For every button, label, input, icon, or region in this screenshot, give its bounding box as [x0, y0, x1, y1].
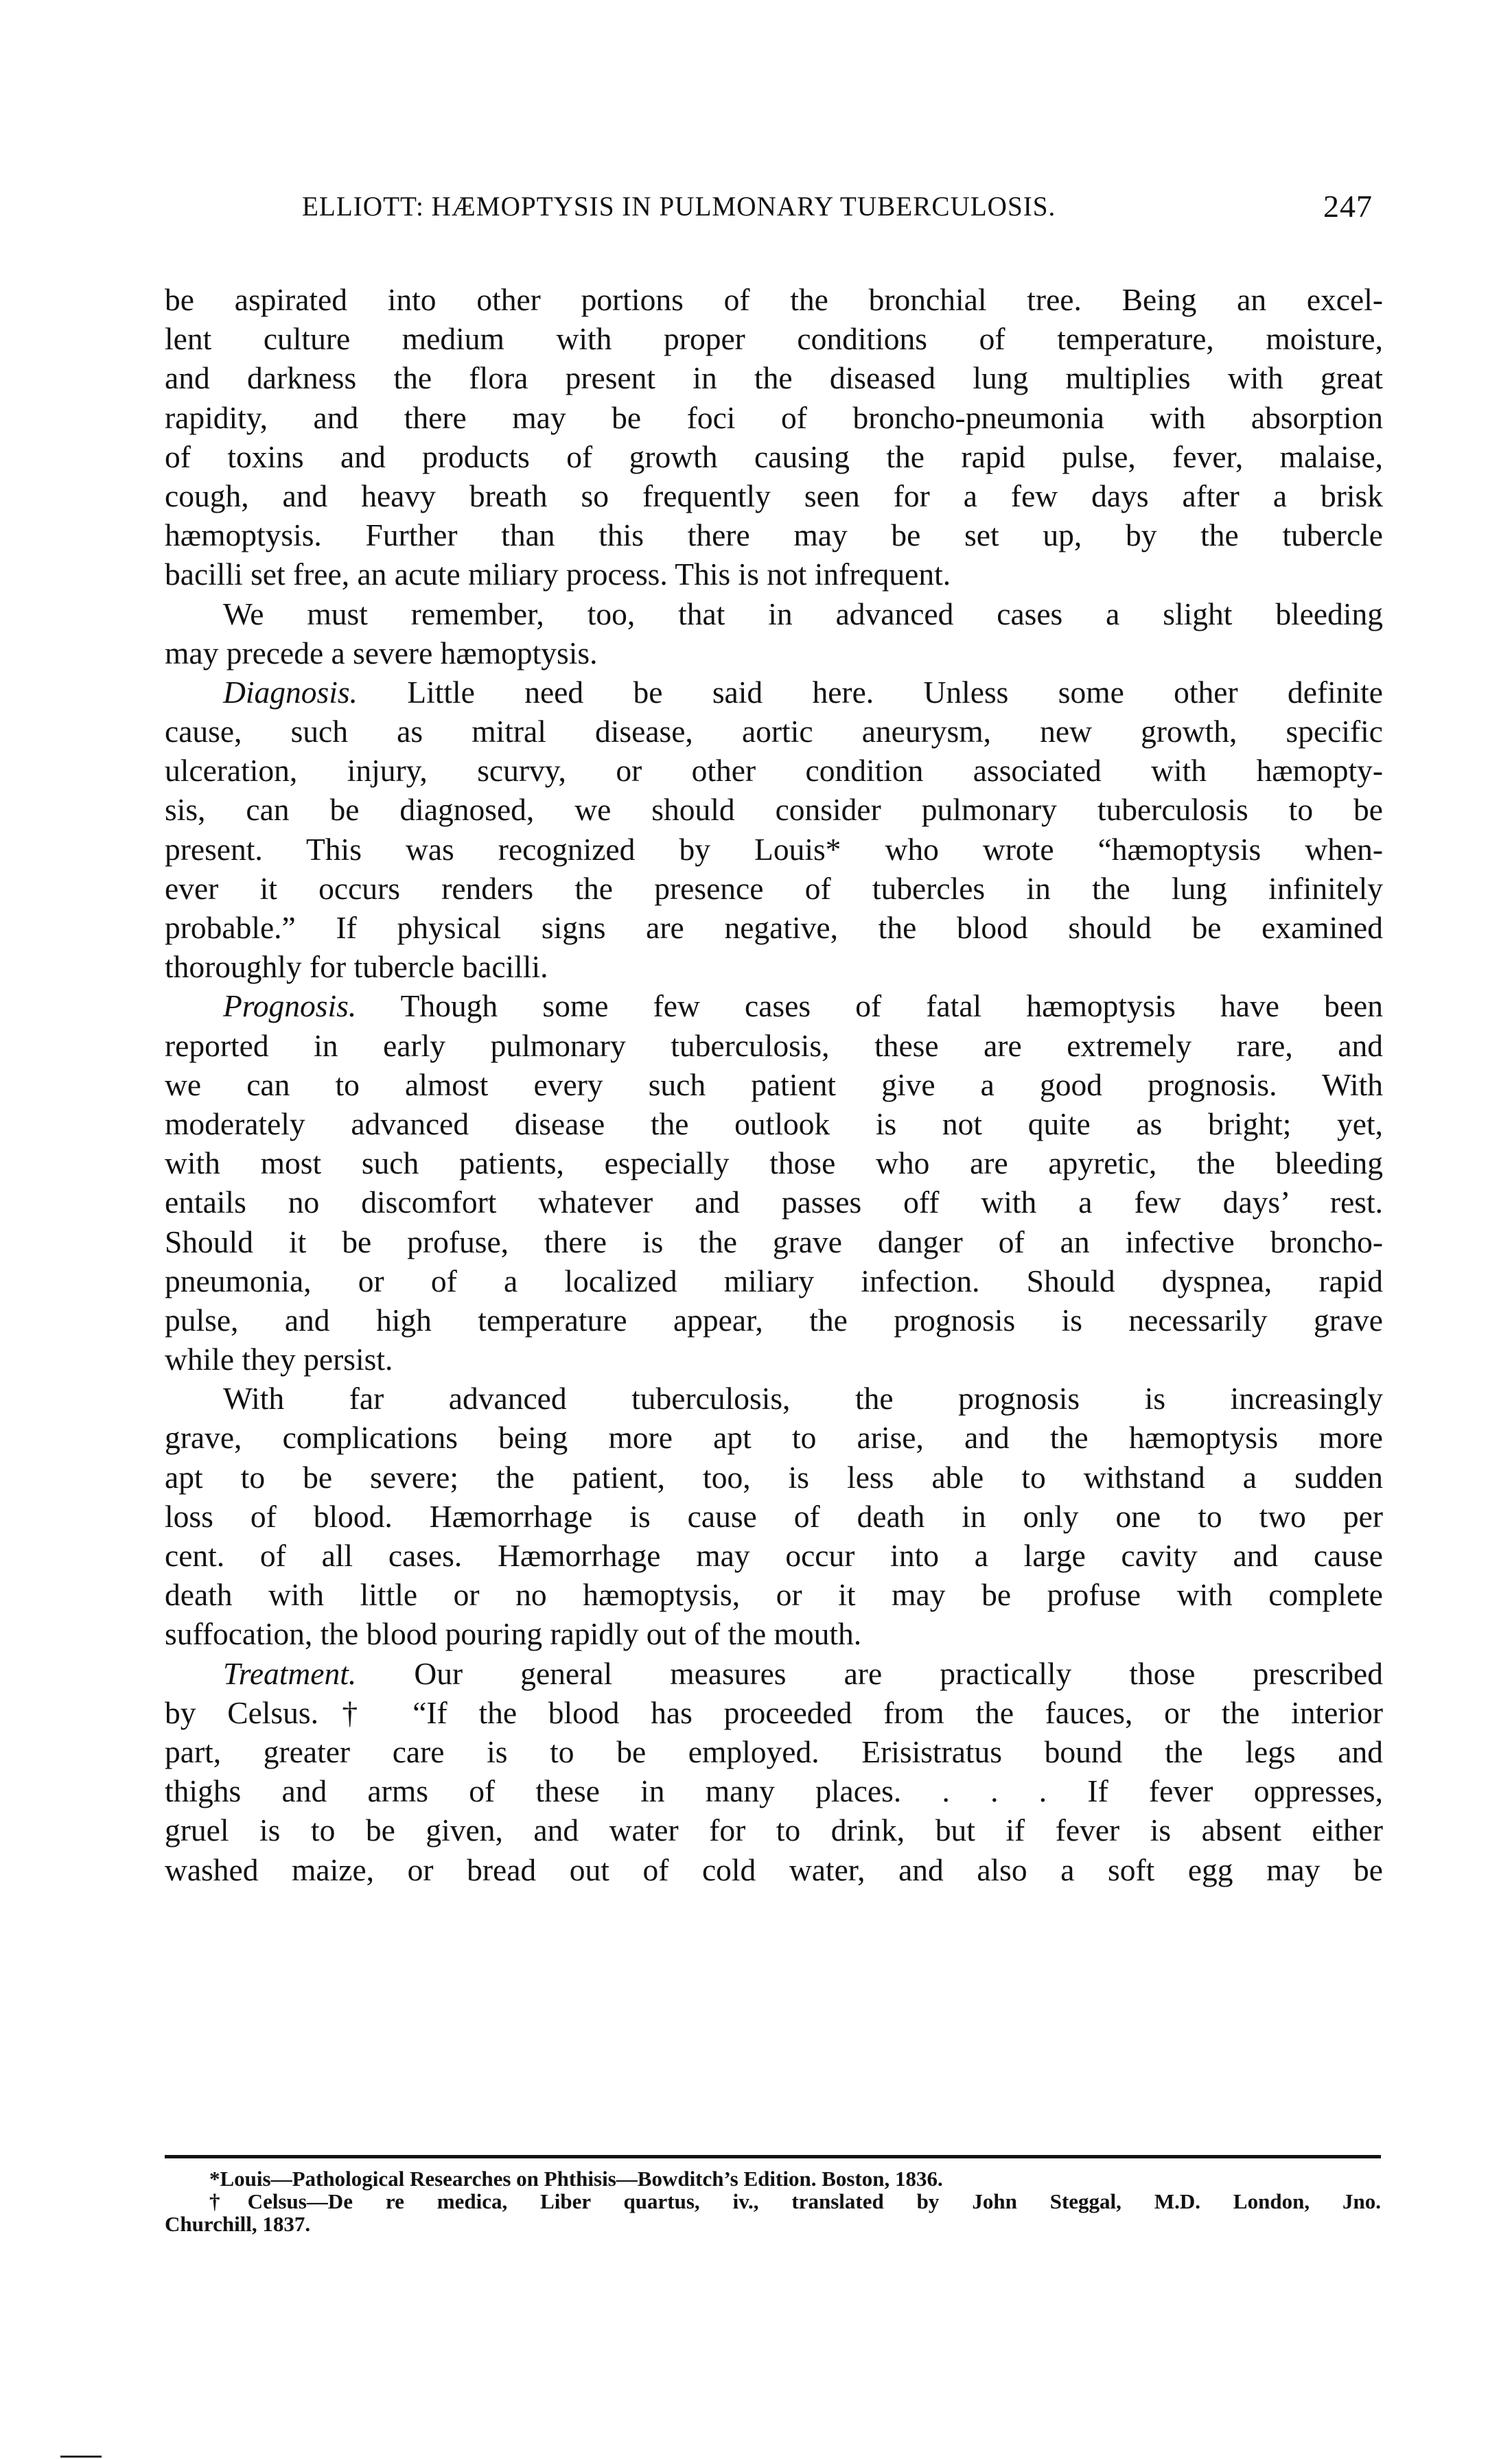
paragraph [165, 594, 1383, 673]
text-line: entails no discomfort whatever and passes off with a few days’ rest. [165, 1185, 1383, 1220]
text-line: probable.” If physical signs are negative, the blood should be examined [165, 910, 1383, 945]
footnotes [165, 2167, 1381, 2235]
text-line: suffocation, the blood pouring rapidly out of the mouth. [165, 1616, 862, 1652]
text-line: washed maize, or bread out of cold water, and also a soft egg may be [165, 1852, 1383, 1887]
text-line: may precede a severe hæmoptysis. [165, 635, 598, 671]
text-line: of toxins and products of growth causing the rapid pulse, fever, malaise, [165, 439, 1383, 474]
text-line: bacilli set free, an acute miliary process. This is not infrequent. [165, 557, 951, 592]
running-head-title: ELLIOTT: HÆMOPTYSIS IN PULMONARY TUBERCULOSIS. [302, 190, 1056, 222]
body-text [165, 280, 1383, 1889]
text-line: gruel is to be given, and water for to drink, but if fever is absent either [165, 1813, 1383, 1848]
text-line: be aspirated into other portions of the bronchial tree. Being an excel- [165, 282, 1383, 317]
paragraph [165, 673, 1383, 987]
text-line: moderately advanced disease the outlook is not quite as bright; yet, [165, 1106, 1383, 1141]
section-heading: Prognosis. [223, 988, 357, 1024]
section-heading: Treatment. [223, 1655, 357, 1691]
scan-artifact [60, 2456, 102, 2458]
text-line: death with little or no hæmoptysis, or it may be profuse with complete [165, 1577, 1383, 1613]
paragraph [165, 1379, 1383, 1653]
text-line: Should it be profuse, there is the grave danger of an infective broncho- [165, 1224, 1383, 1259]
line-text: Our general measures are practically those prescribed [356, 1655, 1383, 1691]
text-line: thoroughly for tubercle bacilli. [165, 949, 548, 985]
footnote [165, 2190, 1381, 2235]
text-line: We must remember, too, that in advanced cases a slight bleeding [223, 596, 1383, 631]
page-number: 247 [1323, 188, 1373, 224]
text-line: lent culture medium with proper conditions of temperature, moisture, [165, 321, 1383, 357]
text-line: ulceration, injury, scurvy, or other condition associated with hæmopty- [165, 753, 1383, 789]
paragraph [165, 1654, 1383, 1889]
text-line: loss of blood. Hæmorrhage is cause of death in only one to two per [165, 1498, 1383, 1534]
text-line: cough, and heavy breath so frequently seen for a few days after a brisk [165, 478, 1383, 513]
footnote-line: Churchill, 1837. [165, 2212, 311, 2236]
text-line: pulse, and high temperature appear, the prognosis is necessarily grave [165, 1302, 1383, 1338]
text-line: we can to almost every such patient give a good prognosis. With [165, 1067, 1383, 1102]
text-line: With far advanced tuberculosis, the prognosis is increasingly [223, 1381, 1383, 1417]
line-text: Though some few cases of fatal hæmoptysis have been [356, 988, 1383, 1024]
text-line: ever it occurs renders the presence of tubercles in the lung infinitely [165, 870, 1383, 906]
footnote [165, 2167, 1381, 2190]
footnote-line: †Celsus—De re medica, Liber quartus, iv., translated by John Steggal, M.D. London, Jno. [209, 2189, 1381, 2213]
text-line: pneumonia, or of a localized miliary infection. Should dyspnea, rapid [165, 1263, 1383, 1298]
footnote-line: *Louis—Pathological Researches on Phthisis—Bowditch’s Edition. Boston, 1836. [209, 2167, 943, 2191]
text-line: with most such patients, especially those who are apyretic, the bleeding [165, 1145, 1383, 1181]
text-line: reported in early pulmonary tuberculosis, these are extremely rare, and [165, 1027, 1383, 1063]
paragraph [165, 986, 1383, 1379]
text-line: part, greater care is to be employed. Erisistratus bound the legs and [165, 1734, 1383, 1769]
text-line: by Celsus.† “If the blood has proceeded from the fauces, or the interior [165, 1694, 1383, 1730]
text-line: hæmoptysis. Further than this there may be set up, by the tubercle [165, 517, 1383, 553]
text-line: thighs and arms of these in many places. . . . If fever oppresses, [165, 1773, 1383, 1809]
section-heading: Diagnosis. [223, 674, 358, 710]
paragraph [165, 280, 1383, 594]
text-line [165, 673, 1383, 712]
text-line [165, 1654, 1383, 1693]
text-line: and darkness the flora present in the diseased lung multiplies with great [165, 360, 1383, 396]
line-text: Little need be said here. Unless some other definite [357, 674, 1383, 710]
text-line: rapidity, and there may be foci of broncho-pneumonia with absorption [165, 399, 1383, 435]
footnote-separator [165, 2155, 1381, 2158]
text-line: cent. of all cases. Hæmorrhage may occur into a large cavity and cause [165, 1538, 1383, 1573]
text-line: apt to be severe; the patient, too, is less able to withstand a sudden [165, 1459, 1383, 1495]
text-line: grave, complications being more apt to arise, and the hæmoptysis more [165, 1420, 1383, 1456]
text-line: while they persist. [165, 1342, 393, 1377]
running-head [302, 185, 1373, 226]
text-line [165, 986, 1383, 1025]
text-line: sis, can be diagnosed, we should consider pulmonary tuberculosis to be [165, 792, 1383, 828]
text-line: present. This was recognized by Louis* who wrote “hæmoptysis when- [165, 831, 1383, 867]
text-line: cause, such as mitral disease, aortic aneurysm, new growth, specific [165, 714, 1383, 749]
